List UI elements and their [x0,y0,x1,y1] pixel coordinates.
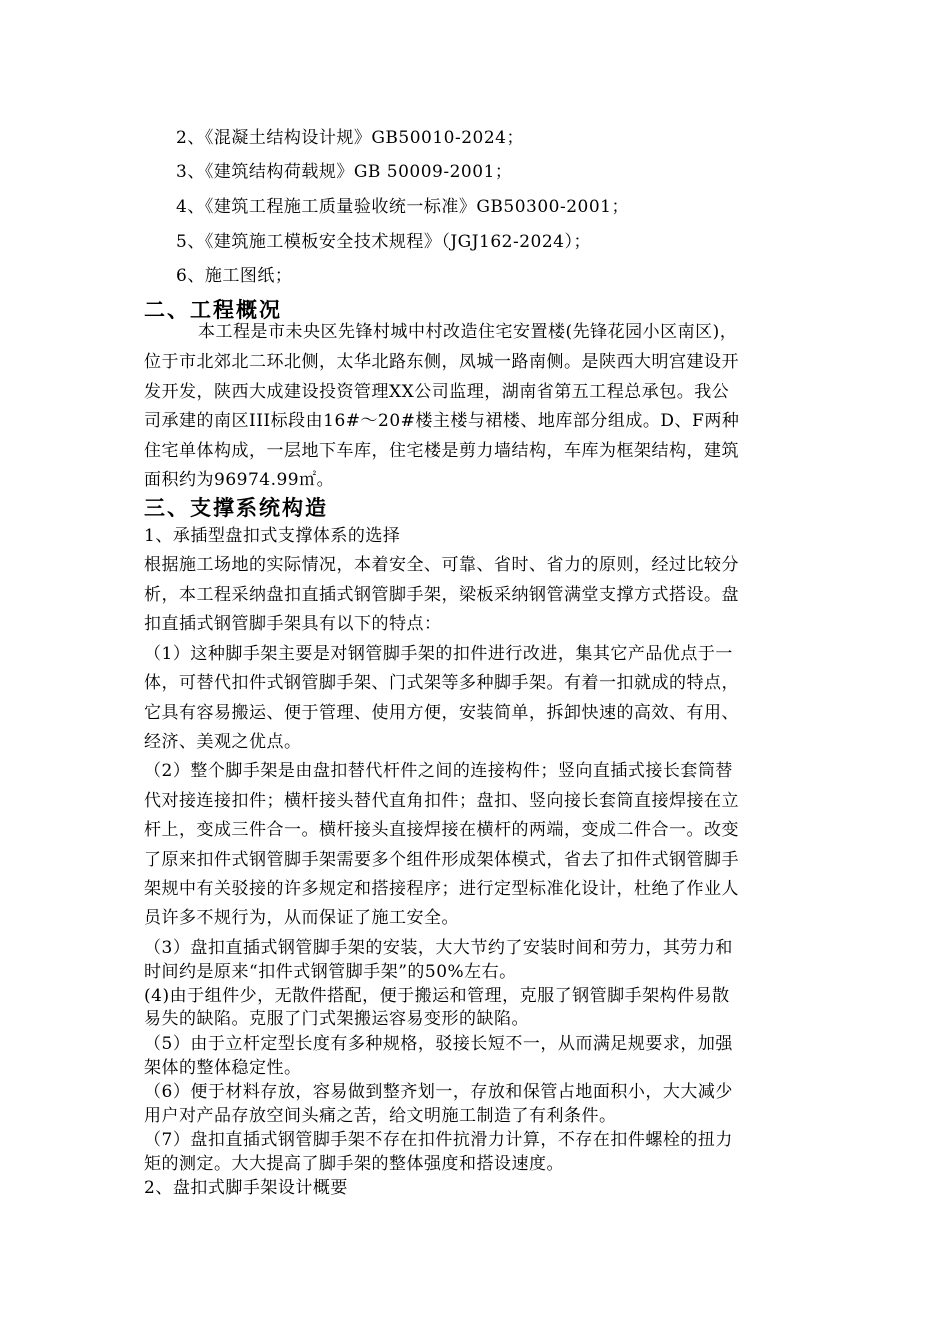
paragraph-line: 代对接连接扣件；横杆接头替代直角扣件；盘扣、竖向接长套筒直接焊接在立 [144,791,739,811]
paragraph-line: 它具有容易搬运、便于管理、使用方便，安装简单，拆卸快速的高效、有用、 [144,703,739,723]
paragraph-line: （3）盘扣直插式钢管脚手架的安装，大大节约了安装时间和劳力，其劳力和 [144,938,733,958]
paragraph-line: 杆上，变成三件合一。横杆接头直接焊接在横杆的两端，变成二件合一。改变 [144,820,739,840]
paragraph-line: 架体的整体稳定性。 [144,1058,302,1078]
subsection-title: 2、盘扣式脚手架设计概要 [144,1178,348,1198]
paragraph-line: 析，本工程采纳盘扣直插式钢管脚手架，梁板采纳钢管满堂支撑方式搭设。盘 [144,585,739,605]
reference-item: 5、《建筑施工模板安全技术规程》（JGJ162-2024）； [176,232,591,252]
section-heading: 二、工程概况 [144,298,282,322]
paragraph-line: 经济、美观之优点。 [144,732,302,752]
paragraph-line: （1）这种脚手架主要是对钢管脚手架的扣件进行改进，集其它产品优点于一 [144,644,733,664]
paragraph-line: 住宅单体构成，一层地下车库，住宅楼是剪力墙结构，车库为框架结构，建筑 [144,441,739,461]
paragraph-line: 根据施工场地的实际情况，本着安全、可靠、省时、省力的原则，经过比较分 [144,555,739,575]
paragraph-line: （7）盘扣直插式钢管脚手架不存在扣件抗滑力计算，不存在扣件螺栓的扭力 [144,1130,733,1150]
paragraph-line: 发开发，陕西大成建设投资管理XX公司监理，湖南省第五工程总承包。我公 [144,382,730,402]
reference-item: 6、施工图纸； [176,266,293,286]
paragraph-line: 体，可替代扣件式钢管脚手架、门式架等多种脚手架。有着一扣就成的特点， [144,673,739,693]
paragraph-line: （5）由于立杆定型长度有多种规格，驳接长短不一，从而满足规要求，加强 [144,1034,733,1054]
paragraph-line: 员许多不规行为，从而保证了施工安全。 [144,908,459,928]
subsection-title: 1、承插型盘扣式支撑体系的选择 [144,526,401,546]
paragraph-line: 用户对产品存放空间头痛之苦，给文明施工制造了有利条件。 [144,1106,617,1126]
paragraph-line: 位于市北郊北二环北侧，太华北路东侧，凤城一路南侧。是陕西大明宫建设开 [144,352,739,372]
paragraph-line: 架规中有关驳接的许多规定和搭接程序；进行定型标准化设计，杜绝了作业人 [144,879,739,899]
paragraph-line: （6）便于材料存放，容易做到整齐划一，存放和保管占地面积小，大大减少 [144,1082,733,1102]
paragraph-line: (4)由于组件少，无散件搭配，便于搬运和管理，克服了钢管脚手架构件易散 [144,986,730,1006]
paragraph-line: 易失的缺陷。克服了门式架搬运容易变形的缺陷。 [144,1009,529,1029]
reference-item: 4、《建筑工程施工质量验收统一标准》GB50300-2001； [176,197,629,217]
paragraph-line: 本工程是市未央区先锋村城中村改造住宅安置楼(先锋花园小区南区)， [198,322,738,342]
paragraph-line: 矩的测定。大大提高了脚手架的整体强度和搭设速度。 [144,1154,564,1174]
reference-item: 3、《建筑结构荷载规》GB 50009-2001； [176,162,513,182]
reference-item: 2、《混凝土结构设计规》GB50010-2024； [176,128,524,148]
paragraph-line: 面积约为96974.99㎡。 [144,470,335,490]
paragraph-line: 扣直插式钢管脚手架具有以下的特点： [144,614,442,634]
paragraph-line: 了原来扣件式钢管脚手架需要多个组件形成架体模式，省去了扣件式钢管脚手 [144,850,739,870]
paragraph-line: 时间约是原来“扣件式钢管脚手架”的50%左右。 [144,962,517,982]
section-heading: 三、支撑系统构造 [144,496,328,520]
paragraph-line: 司承建的南区III标段由16#～20#楼主楼与裙楼、地库部分组成。D、F两种 [144,411,740,431]
paragraph-line: （2）整个脚手架是由盘扣替代杆件之间的连接构件；竖向直插式接长套筒替 [144,761,733,781]
